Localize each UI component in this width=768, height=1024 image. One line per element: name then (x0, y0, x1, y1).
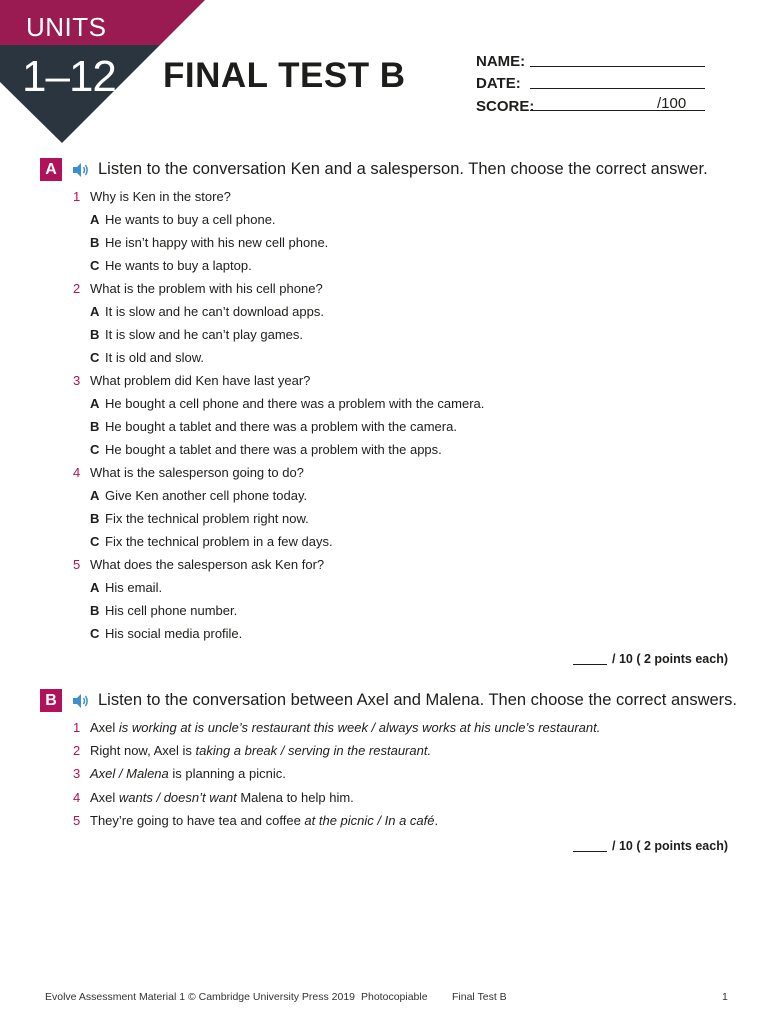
option-text[interactable]: Fix the technical problem right now. (105, 511, 309, 526)
option-letter[interactable]: C (90, 258, 100, 273)
option-letter[interactable]: B (90, 235, 100, 250)
item-choices[interactable]: wants / doesn’t want (118, 789, 237, 805)
item-sentence (90, 720, 600, 735)
score-label: SCORE: (476, 98, 535, 115)
question-text: What is the salesperson going to do? (90, 465, 304, 480)
item-text: Axel (90, 720, 119, 735)
option-letter[interactable]: B (90, 603, 100, 618)
option-text[interactable]: He wants to buy a cell phone. (105, 212, 276, 227)
option-text[interactable]: Fix the technical problem in a few days. (105, 534, 333, 549)
option-text[interactable]: It is old and slow. (105, 350, 204, 365)
option-text[interactable]: He wants to buy a laptop. (105, 258, 252, 273)
option-letter[interactable]: A (90, 304, 100, 319)
option-letter[interactable]: C (90, 350, 100, 365)
item-choices[interactable]: at the picnic / In a café (304, 812, 435, 828)
question-text: Why is Ken in the store? (90, 189, 231, 204)
option-letter[interactable]: A (90, 488, 100, 503)
item-text: Malena to help him. (236, 789, 354, 805)
item-number: 3 (73, 766, 81, 782)
item-sentence (90, 743, 431, 758)
item-choices[interactable]: is working at is uncle’s restaurant this week / always works at his uncle’s restaurant. (118, 720, 601, 735)
name-field[interactable] (530, 66, 705, 67)
item-text: Right now, Axel is (90, 743, 196, 759)
section-a-score-blank[interactable] (573, 664, 607, 665)
option-text[interactable]: He isn’t happy with his new cell phone. (105, 235, 329, 250)
option-text[interactable]: He bought a cell phone and there was a problem with the camera. (105, 396, 485, 411)
option-letter[interactable]: B (90, 511, 100, 526)
score-total: /100 (657, 95, 687, 112)
item-sentence (90, 766, 286, 781)
footer-photocopiable: Photocopiable (361, 991, 428, 1003)
speaker-icon[interactable] (72, 162, 90, 178)
question-number: 3 (73, 373, 81, 388)
item-text: Axel (90, 789, 119, 805)
item-sentence (90, 813, 438, 828)
item-text: They’re going to have tea and coffee (90, 812, 305, 828)
section-b-instruction: Listen to the conversation between Axel and Malena. Then choose the correct answers. (98, 691, 737, 709)
question-number: 2 (73, 281, 81, 296)
speaker-icon[interactable] (72, 693, 90, 709)
option-text[interactable]: It is slow and he can’t download apps. (105, 304, 324, 319)
option-letter[interactable]: B (90, 419, 100, 434)
item-sentence (90, 790, 354, 805)
question-text: What does the salesperson ask Ken for? (90, 557, 325, 572)
section-b-score-blank[interactable] (573, 851, 607, 852)
option-letter[interactable]: B (90, 327, 100, 342)
item-number: 2 (73, 743, 81, 759)
page-title: FINAL TEST B (163, 56, 406, 95)
section-a-instruction: Listen to the conversation Ken and a salesperson. Then choose the correct answer. (98, 160, 708, 178)
date-label: DATE: (476, 75, 521, 92)
page-number: 1 (722, 991, 728, 1003)
item-number: 4 (73, 789, 81, 805)
section-a-score: / 10 ( 2 points each) (612, 652, 729, 666)
date-field[interactable] (530, 88, 705, 89)
section-b-score: / 10 ( 2 points each) (612, 839, 729, 853)
item-choices[interactable]: Axel / Malena (90, 766, 169, 782)
option-text[interactable]: His social media profile. (105, 626, 243, 641)
item-number: 5 (73, 812, 81, 828)
option-text[interactable]: Give Ken another cell phone today. (105, 488, 308, 503)
option-letter[interactable]: A (90, 396, 100, 411)
item-choices[interactable]: taking a break / serving in the restaurant. (195, 743, 432, 759)
item-text: is planning a picnic. (168, 766, 286, 782)
option-text[interactable]: He bought a tablet and there was a problem with the apps. (105, 442, 442, 457)
option-text[interactable]: He bought a tablet and there was a problem with the camera. (105, 419, 457, 434)
question-number: 5 (73, 557, 81, 572)
footer-test-name: Final Test B (452, 991, 507, 1003)
option-letter[interactable]: C (90, 442, 100, 457)
option-letter[interactable]: A (90, 580, 100, 595)
item-text: . (434, 812, 439, 828)
section-b-badge: B (40, 689, 62, 712)
option-letter[interactable]: C (90, 534, 100, 549)
option-text[interactable]: His email. (105, 580, 163, 595)
question-text: What is the problem with his cell phone? (90, 281, 323, 296)
name-label: NAME: (476, 53, 526, 70)
option-letter[interactable]: A (90, 212, 100, 227)
question-number: 4 (73, 465, 81, 480)
units-label: UNITS (26, 12, 107, 42)
option-text[interactable]: It is slow and he can’t play games. (105, 327, 303, 342)
section-a-badge: A (40, 158, 62, 181)
units-range: 1–12 (22, 52, 116, 101)
option-text[interactable]: His cell phone number. (105, 603, 238, 618)
option-letter[interactable]: C (90, 626, 100, 641)
item-number: 1 (73, 720, 81, 735)
question-text: What problem did Ken have last year? (90, 373, 311, 388)
question-number: 1 (73, 189, 81, 204)
footer-copyright: Evolve Assessment Material 1 © Cambridge University Press 2019 (45, 991, 356, 1003)
